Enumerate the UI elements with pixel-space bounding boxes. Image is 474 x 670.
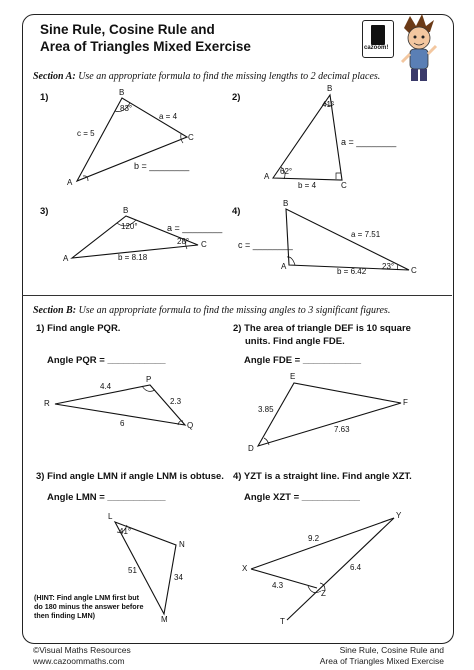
q2-answer-field[interactable]: a = ________ [341,137,397,147]
logo-text: cazoom! [364,45,389,51]
b4-answer-field[interactable]: Angle XZT = ___________ [244,492,360,503]
b1-vertex-q: Q [187,421,194,430]
q3-vertex-c: C [201,240,207,249]
q3-vertex-a: A [63,254,69,263]
q4-side-a: a = 7.51 [351,230,381,239]
b2-vertex-e: E [290,372,296,381]
b3-prompt: 3) Find angle LMN if angle LNM is obtuse. [36,471,224,482]
q2-angle-b: 41° [322,100,335,109]
b4-vertex-y: Y [396,511,402,520]
b2-prompt-line-2: units. Find angle FDE. [245,336,345,347]
q3-angle-c: 28° [177,237,190,246]
b4-side-xz: 4.3 [272,581,284,590]
b1-prompt: 1) Find angle PQR. [36,323,121,334]
q1-vertex-b: B [119,88,125,97]
q4-vertex-a: A [281,262,287,271]
triangle-q4 [286,209,409,270]
q4-angle-c: 23° [382,262,395,271]
q3-angle-b: 120° [121,222,138,231]
q1-answer-field[interactable]: b = ________ [134,161,190,171]
q1-side-c: c = 5 [77,129,95,138]
q3-number: 3) [40,206,49,217]
b4-side-yz: 6.4 [350,563,362,572]
b3-answer-field[interactable]: Angle LMN = ___________ [47,492,166,503]
b2-prompt-line-1: 2) The area of triangle DEF is 10 square [233,323,411,334]
q1-angle-b: 83° [120,104,133,113]
q1-vertex-a: A [67,178,73,187]
section-b-text: Use an appropriate formula to find the missing angles to 3 significant figures. [78,305,391,316]
footer-title-line-2: Area of Triangles Mixed Exercise [319,656,444,666]
q1-side-a: a = 4 [159,112,178,121]
b3-angle-l: 41° [119,527,132,536]
q2-side-b: b = 4 [298,181,317,190]
b4-vertex-x: X [242,564,248,573]
b3-vertex-l: L [108,512,113,521]
q4-number: 4) [232,206,241,217]
q4-side-b: b = 6.42 [337,267,367,276]
b2-side-df: 7.63 [334,425,350,434]
b2-vertex-f: F [403,398,408,407]
b3-hint: (HINT: Find angle LNM first but do 180 minus the answer before then finding LMN) [34,593,144,620]
b3-vertex-m: M [161,615,168,624]
q2-vertex-b: B [327,84,333,93]
b1-side-rq: 6 [120,419,125,428]
footer-website[interactable]: www.cazoommaths.com [33,656,125,666]
footer-title-line-1: Sine Rule, Cosine Rule and [339,645,444,655]
b1-side-rp: 4.4 [100,382,112,391]
b1-answer-field[interactable]: Angle PQR = ___________ [47,355,166,366]
b4-side-xy: 9.2 [308,534,320,543]
q2-number: 2) [232,92,241,103]
q4-answer-field[interactable]: c = ________ [238,240,293,250]
section-b-instruction [33,305,390,316]
footer-copyright: ©Visual Maths Resources [33,645,131,655]
b1-side-pq: 2.3 [170,397,182,406]
b2-answer-field[interactable]: Angle FDE = ___________ [244,355,361,366]
b1-vertex-r: R [44,399,50,408]
section-a-instruction [33,71,380,82]
b4-prompt: 4) YZT is a straight line. Find angle XZT. [233,471,412,482]
title-line-2: Area of Triangles Mixed Exercise [40,39,251,54]
b3-side-nm: 34 [174,573,183,582]
q4-vertex-b: B [283,199,289,208]
q1-vertex-c: C [188,133,194,142]
q2-vertex-c: C [341,181,347,190]
q2-vertex-a: A [264,172,270,181]
section-a-text: Use an appropriate formula to find the missing lengths to 2 decimal places. [78,71,381,82]
q4-vertex-c: C [411,266,417,275]
b3-vertex-n: N [179,540,185,549]
b4-vertex-z: Z [321,589,326,598]
section-divider [22,295,452,296]
section-a-label: Section A: [33,71,76,82]
q2-angle-a: 62° [280,167,293,176]
mascot-illustration [402,14,436,81]
b4-vertex-t: T [280,617,285,626]
q3-side-b: b = 8.18 [118,253,148,262]
q3-vertex-b: B [123,206,129,215]
b2-vertex-d: D [248,444,254,453]
title-line-1: Sine Rule, Cosine Rule and [40,22,215,37]
figure-b4 [251,518,394,620]
q1-number: 1) [40,92,49,103]
q3-answer-field[interactable]: a = ________ [167,223,223,233]
b1-vertex-p: P [146,375,152,384]
section-b-label: Section B: [33,305,77,316]
b3-side-lm: 51 [128,566,137,575]
b2-side-de: 3.85 [258,405,274,414]
triangle-b2 [258,383,401,446]
